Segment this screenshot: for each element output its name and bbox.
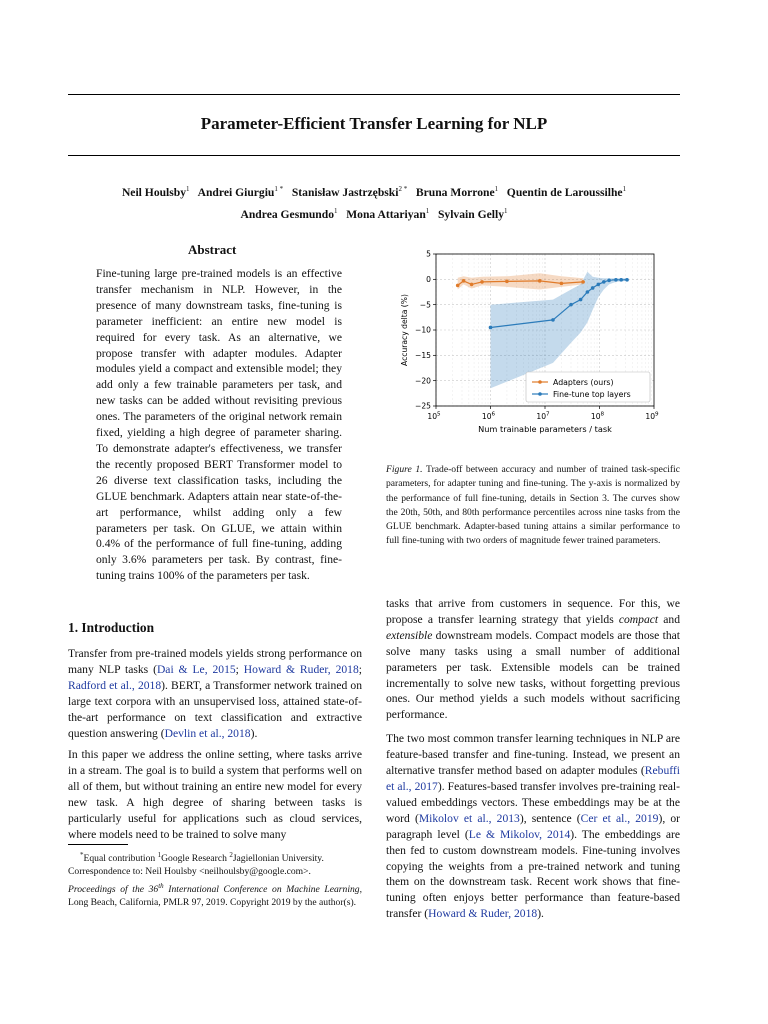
series-band xyxy=(491,272,628,389)
data-point xyxy=(560,282,564,286)
y-tick-label: 5 xyxy=(426,249,431,259)
intro-paragraph-2: In this paper we address the online setting, where tasks arrive in a stream. The goal is to build a system that performs well on all of them, but without training an entire new model for every new task. A high degree of sharing between tasks is particularly useful for applications such as cloud services, where models need to be trained to solve many xyxy=(68,748,362,841)
caption-label: Figure 1. xyxy=(386,464,423,475)
author-name: Mona Attariyan xyxy=(346,207,426,221)
intro-paragraph-1: Transfer from pre-trained models yields strong performance on many NLP tasks (Dai & Le, 2015; Howard & Ruder, 2018; Radford et al., 2018). BERT, a Transformer network trained on large text corpora with an unsupervised loss, attained state-of-the-art performance on text classification and extractive question answering (Devlin et al., 2018). xyxy=(68,647,362,740)
abstract-text: Fine-tuning large pre-trained models is an effective transfer mechanism in NLP. However, in the presence of many downstream tasks, fine-tuning is parameter inefficient: an entire new model is required for every task. As an alternative, we propose transfer with adapter modules. Adapter modules yield a compact and extensible model; they add only a few trainable parameters per task, and new tasks can be added without revisiting previous ones. The parameters of the original network remain fixed, yielding a high degree of parameter sharing. To demonstrate adapter's effectiveness, we transfer the recently proposed BERT Transformer model to 26 diverse text classification tasks, including the GLUE benchmark. Adapters attain near state-of-the-art performance, whilst adding only a few parameters per task. On GLUE, we attain within 0.4% of the performance of full fine-tuning, adding only 3.6% parameters per task. By contrast, fine-tuning trains 100% of the parameters per task. xyxy=(96,267,342,583)
author-name: Andrea Gesmundo xyxy=(240,207,335,221)
author-list xyxy=(68,180,680,224)
top-rule xyxy=(68,94,680,95)
x-tick-label: $10^8$ xyxy=(590,411,605,421)
data-point xyxy=(569,303,573,307)
figure-caption xyxy=(386,463,680,549)
citation-link[interactable]: Radford et al., 2018 xyxy=(68,678,162,692)
x-axis-label: Num trainable parameters / task xyxy=(478,424,612,434)
data-point xyxy=(581,280,585,284)
author-name: Stanisław Jastrzębski xyxy=(291,185,399,199)
author-name: Sylvain Gelly xyxy=(437,207,504,221)
x-tick-label: $10^9$ xyxy=(645,411,659,421)
citation-link[interactable]: Dai & Le, 2015 xyxy=(156,662,236,676)
intro-paragraph-3: tasks that arrive from customers in sequence. For this, we propose a transfer learning strategy that yields compact and extensible downstream models. Compact models are those that solve many tasks using a small number of additional parameters per task. Extensible models can be trained incrementally to solve new tasks, without forgetting previous ones. Our method yields a such models without sacrificing performance. xyxy=(386,597,680,722)
section-heading-introduction: 1. Introduction xyxy=(68,620,155,635)
footnote-affiliations: *Equal contribution $^1$Google Research $^2$Jagiellonian University. Correspondence to: Neil Houlsby <neilhoulsby@google.com>. xyxy=(68,851,324,878)
legend-label: Adapters (ours) xyxy=(553,377,614,387)
author-name: Quentin de Laroussilhe xyxy=(506,185,623,199)
citation-link[interactable]: Cer et al., 2019 xyxy=(580,811,659,825)
y-axis-label: Accuracy delta (%) xyxy=(400,294,409,366)
data-point xyxy=(538,279,542,283)
caption-text: Trade-off between accuracy and number of trained task-specific parameters, for adapter tuning and fine-tuning. The y-axis is normalized by the performance of full fine-tuning, details in Section 3. The curves show the 20th, 50th, and 80th performance percentiles across nine tasks from the GLUE benchmark. Adapter-based tuning attains a similar performance to full fine-tuning with two orders of magnitude fewer trained parameters. xyxy=(386,464,680,547)
data-point xyxy=(579,298,583,302)
intro-column-right xyxy=(386,596,680,922)
y-tick-label: −5 xyxy=(419,300,431,310)
data-point xyxy=(551,318,555,322)
data-point xyxy=(470,283,474,287)
chart-legend xyxy=(526,372,650,402)
citation-link[interactable]: Mikolov et al., 2013 xyxy=(418,811,520,825)
citation-link[interactable]: Le & Mikolov, 2014 xyxy=(468,827,571,841)
data-point xyxy=(619,278,623,282)
author-line-1: Neil Houlsby$^1$ Andrei Giurgiu$^{1 *}$ Stanisław Jastrzębski$^{2 *}$ Bruna Morrone$^1$ Quentin de Laroussilhe$^1$ xyxy=(121,185,627,199)
data-point xyxy=(607,279,611,283)
citation-link[interactable]: Howard & Ruder, 2018 xyxy=(428,907,538,921)
data-point xyxy=(602,280,606,284)
citation-link[interactable]: Rebuffi et al., 2017 xyxy=(386,764,680,793)
legend-label: Fine-tune top layers xyxy=(553,389,631,399)
data-point xyxy=(586,290,590,294)
author-line-2: Andrea Gesmundo$^1$ Mona Attariyan$^1$ Sylvain Gelly$^1$ xyxy=(240,206,508,221)
legend-marker xyxy=(538,380,542,384)
data-point xyxy=(462,279,466,283)
data-point xyxy=(456,284,460,288)
data-point xyxy=(596,283,600,287)
paper-title: Parameter-Efficient Transfer Learning for NLP xyxy=(200,114,548,133)
abstract-heading: Abstract xyxy=(188,242,237,257)
accuracy-tradeoff-chart xyxy=(380,246,680,442)
citation-link[interactable]: Howard & Ruder, 2018 xyxy=(243,662,359,676)
legend-marker xyxy=(538,392,542,396)
author-name: Bruna Morrone xyxy=(415,185,495,199)
author-name: Neil Houlsby xyxy=(121,185,187,199)
citation-link[interactable]: Devlin et al., 2018 xyxy=(164,726,251,740)
title-bottom-rule xyxy=(68,155,680,156)
data-point xyxy=(591,286,595,290)
y-tick-label: −20 xyxy=(414,376,431,386)
author-name: Andrei Giurgiu xyxy=(197,185,275,199)
data-point xyxy=(489,326,493,330)
y-tick-label: −10 xyxy=(414,325,431,335)
intro-column-left xyxy=(68,646,362,843)
data-point xyxy=(505,280,509,284)
data-point xyxy=(480,280,484,284)
intro-paragraph-4: The two most common transfer learning techniques in NLP are feature-based transfer and fine-tuning. Instead, we present an alternative transfer method based on adapter modules (Rebuffi et al., 2017). Features-based transfer involves pre-training real-valued embeddings vectors. These embeddings may be at the word (Mikolov et al., 2013), sentence (Cer et al., 2019), or paragraph level (Le & Mikolov, 2014). The embeddings are then fed to custom downstream models. Fine-tuning involves copying the weights from a pre-trained network and tuning them on the downstream task. Recent work shows that fine-tuning often enjoys better performance than feature-based transfer (Howard & Ruder, 2018). xyxy=(386,732,681,921)
footnote-proceedings: Proceedings of the 36th International Conference on Machine Learning, Long Beach, California, PMLR 97, 2019. Copyright 2019 by the author(s). xyxy=(68,882,363,909)
abstract-body xyxy=(96,266,342,584)
data-point xyxy=(625,278,629,282)
x-tick-label: $10^6$ xyxy=(481,411,496,421)
y-tick-label: 0 xyxy=(426,274,431,284)
x-tick-label: $10^7$ xyxy=(536,411,550,421)
y-tick-label: −25 xyxy=(414,401,431,411)
footnote-divider xyxy=(68,844,128,845)
data-point xyxy=(614,278,618,282)
y-tick-label: −15 xyxy=(414,350,431,360)
x-tick-label: $10^5$ xyxy=(427,411,441,421)
